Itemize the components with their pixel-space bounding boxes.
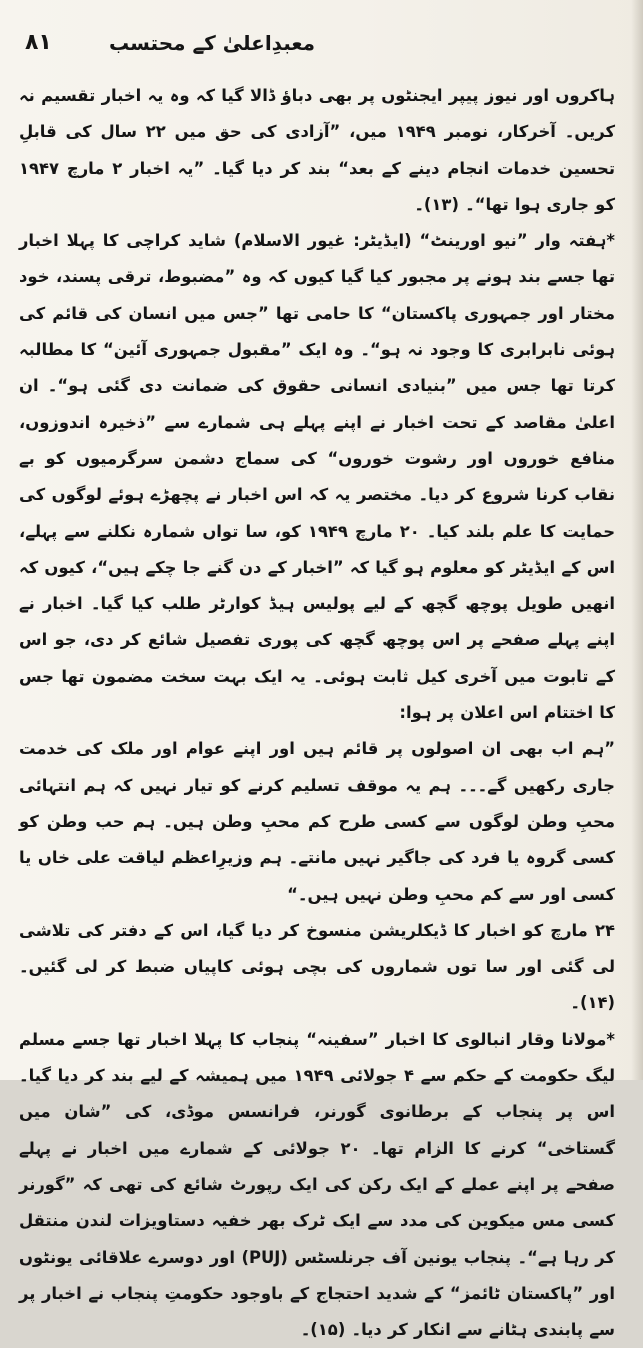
running-title: معبدِاعلیٰ کے محتسب	[109, 31, 316, 55]
paragraph-declaration-quote: ”ہم اب بھی ان اصولوں پر قائم ہیں اور اپنے عوام اور ملک کی خدمت جاری رکھیں گے۔۔۔ ہم یہ موقف تسلیم کرنے کو تیار نہیں کہ ہم انتہائی محبِ وطن لوگوں سے کسی طرح کم محبِ وطن ہیں۔ ہم حب وطن کو کسی گروہ یا فرد کی جاگیر نہیں مانتے۔ ہم وزیرِاعظم لیاقت علی خاں یا کسی اور سے کم محبِ وطن نہیں ہیں۔“	[19, 739, 615, 904]
paragraph-new-orient: *ہفتہ وار ”نیو اورینٹ“ (ایڈیٹر: غیور الاسلام) شاید کراچی کا پہلا اخبار تھا جسے بند ہونے پر مجبور کیا گیا کیوں کہ وہ ”مضبوط، ترقی پسند، خود مختار اور جمہوری پاکستان“ کا حامی تھا ”جس میں انسان کی قائم کی ہوئی نابرابری کا وجود نہ ہو“۔ وہ ایک ”مقبول جمہوری آئین“ کا مطالبہ کرتا تھا جس میں ”بنیادی انسانی حقوق کی ضمانت دی گئی ہو“۔ ان اعلیٰ مقاصد کے تحت اخبار نے اپنے پہلے ہی شمارے سے ”ذخیرہ اندوزوں، منافع خوروں اور رشوت خوروں“ کی سماج دشمن سرگرمیوں کو بے نقاب کرنا شروع کر دیا۔ مختصر یہ کہ اس اخبار نے پچھڑے ہوئے لوگوں کی حمایت کا علم بلند کیا۔ ۲۰ مارچ ۱۹۴۹ کو، سا تواں شمارہ نکلنے سے پہلے، اس کے ایڈیٹر کو معلوم ہو گیا کہ ”اخبار کے دن گنے جا چکے ہیں“، کیوں کہ انھیں طویل پوچھ گچھ کے لیے پولیس ہیڈ کوارٹر طلب کیا گیا۔ اخبار نے اپنے پہلے صفحے پر اس پوچھ گچھ کی پوری تفصیل شائع کر دی، جو اس کے تابوت میں آخری کیل ثابت ہوئی۔ یہ ایک بہت سخت مضمون تھا جس کا اختتام اس اعلان پر ہوا:	[19, 231, 616, 723]
paragraph-safina: *مولانا وقار انبالوی کا اخبار ”سفینہ“ پنجاب کا پہلا اخبار تھا جسے مسلم لیگ حکومت کے حکم سے ۴ جولائی ۱۹۴۹ میں ہمیشہ کے لیے بند کر دیا گیا۔ اس پر پنجاب کے برطانوی گورنر، فرانسس موڈی، کی ”شان میں گستاخی“ کرنے کا الزام تھا۔ ۲۰ جولائی کے شمارے میں اخبار نے پہلے صفحے پر اپنے عملے کے ایک رکن کی ایک رپورٹ شائع کی تھی کہ ”گورنر کسی مس میکوین کی مدد سے ایک ٹرک بھر خفیہ دستاویزات لندن منتقل کر رہا ہے“۔ پنجاب یونین آف جرنلسٹس (PUJ) اور دوسرے علاقائی یونٹوں اور ”پاکستان ٹائمز“ کے شدید احتجاج کے باوجود حکومتِ پنجاب نے اخبار پر سے پابندی ہٹانے سے انکار کر دیا۔ (۱۵)۔	[19, 1029, 615, 1340]
paragraph-declaration-cancelled: ۲۴ مارچ کو اخبار کا ڈیکلریشن منسوخ کر دیا گیا، اس کے دفتر کی تلاشی لی گئی اور سا توں شماروں کی بچی ہوئی کاپیاں ضبط کر لی گئیں۔ (۱۴)۔	[19, 920, 615, 1013]
page-number: ۸۱	[25, 30, 52, 55]
body-text	[19, 78, 615, 1348]
page-header	[25, 30, 615, 64]
paragraph-hawkers-ban: ہاکروں اور نیوز پیپر ایجنٹوں پر بھی دباؤ ڈالا گیا کہ وہ یہ اخبار تقسیم نہ کریں۔ آخرکار، نومبر ۱۹۴۹ میں، ”آزادی کی حق میں ۲۲ سال کی قابلِ تحسین خدمات انجام دینے کے بعد“ بند کر دیا گیا۔ ”یہ اخبار ۲ مارچ ۱۹۴۷ کو جاری ہوا تھا“۔ (۱۳)۔	[19, 86, 615, 214]
